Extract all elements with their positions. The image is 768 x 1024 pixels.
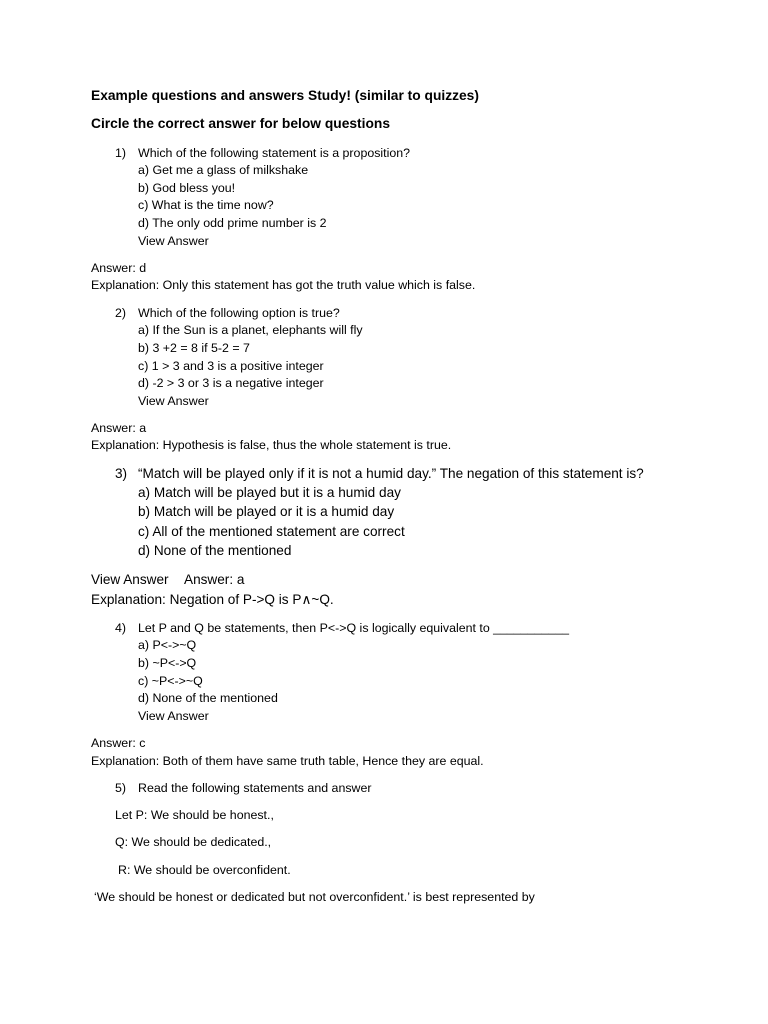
question-text: Which of the following statement is a proposition? (138, 146, 411, 160)
view-answer-link[interactable]: View Answer (138, 394, 209, 408)
answer-text: Answer: c (91, 736, 146, 750)
question-number: 4) (115, 621, 127, 635)
view-answer-link[interactable]: View Answer (138, 234, 209, 248)
question-text: Read the following statements and answer (138, 781, 372, 795)
question-text: Let P and Q be statements, then P<->Q is logically equivalent to ___________ (138, 621, 569, 635)
explanation-text: Explanation: Negation of P->Q is P∧~Q. (91, 592, 334, 607)
question-number: 1) (115, 146, 127, 160)
option-d: d) None of the mentioned (138, 691, 278, 705)
explanation-text: Explanation: Only this statement has got the truth value which is false. (91, 278, 476, 292)
question-text: “Match will be played only if it is not a humid day.” The negation of this statement is? (138, 466, 644, 481)
heading-example-questions: Example questions and answers Study! (similar to quizzes) (91, 88, 479, 103)
option-c: c) What is the time now? (138, 198, 274, 212)
option-a: a) Match will be played but it is a humid day (138, 485, 401, 500)
view-answer-link[interactable]: View Answer (138, 709, 209, 723)
option-b: b) 3 +2 = 8 if 5-2 = 7 (138, 341, 250, 355)
option-c: c) All of the mentioned statement are correct (138, 524, 405, 539)
heading-instructions: Circle the correct answer for below questions (91, 116, 391, 131)
option-b: b) ~P<->Q (138, 656, 197, 670)
view-answer-link[interactable]: View Answer (91, 572, 169, 587)
option-d: d) None of the mentioned (138, 543, 292, 558)
option-b: b) Match will be played or it is a humid day (138, 504, 395, 519)
question-number: 2) (115, 306, 127, 320)
statement-p: Let P: We should be honest., (115, 808, 274, 822)
explanation-text: Explanation: Both of them have same truth table, Hence they are equal. (91, 754, 484, 768)
answer-text: Answer: d (91, 261, 147, 275)
explanation-text: Explanation: Hypothesis is false, thus the whole statement is true. (91, 438, 452, 452)
option-c: c) ~P<->~Q (138, 674, 203, 688)
question-number: 3) (115, 466, 128, 481)
option-a: a) If the Sun is a planet, elephants will fly (138, 323, 363, 337)
answer-text: Answer: a (184, 572, 245, 587)
option-c: c) 1 > 3 and 3 is a positive integer (138, 359, 324, 373)
question-prompt: ‘We should be honest or dedicated but not overconfident.’ is best represented by (94, 890, 535, 904)
option-a: a) Get me a glass of milkshake (138, 163, 309, 177)
statement-r: R: We should be overconfident. (118, 863, 291, 877)
question-text: Which of the following option is true? (138, 306, 340, 320)
option-d: d) -2 > 3 or 3 is a negative integer (138, 376, 324, 390)
answer-text: Answer: a (91, 421, 147, 435)
question-number: 5) (115, 781, 127, 795)
option-a: a) P<->~Q (138, 638, 197, 652)
option-d: d) The only odd prime number is 2 (138, 216, 327, 230)
statement-q: Q: We should be dedicated., (115, 835, 272, 849)
option-b: b) God bless you! (138, 181, 236, 195)
